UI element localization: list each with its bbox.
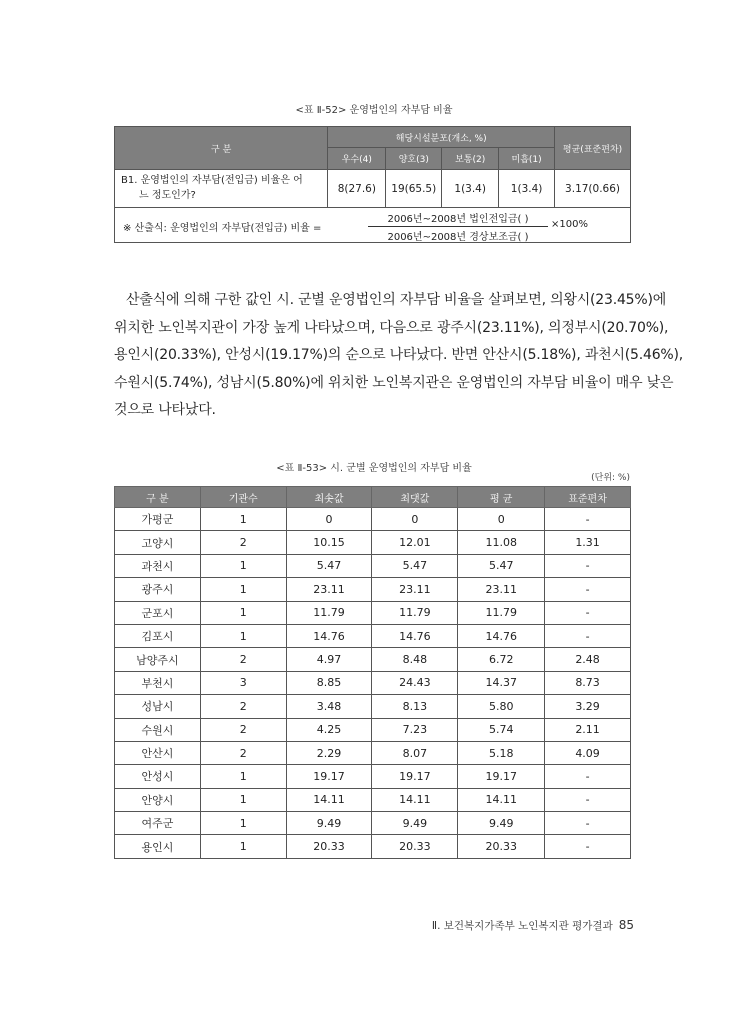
table2-cell-mean: 11.08 xyxy=(458,531,545,554)
table2-cell-mean: 5.47 xyxy=(458,554,545,577)
table2-cell-mean: 19.17 xyxy=(458,765,545,788)
table2-cell-max: 24.43 xyxy=(372,671,458,694)
table2-cell-region: 부천시 xyxy=(115,671,201,694)
table2-cell-min: 4.25 xyxy=(286,718,372,741)
table2-cell-mean: 11.79 xyxy=(458,601,545,624)
table1-header-mean: 평균(표준편차) xyxy=(555,127,631,170)
table2-cell-count: 1 xyxy=(200,601,286,624)
table-row xyxy=(115,601,631,624)
paragraph-line: 것으로 나타났다. xyxy=(114,402,216,418)
table2-header-sd: 표준편차 xyxy=(545,487,631,508)
table1-header-dist: 해당시설분포(개소, %) xyxy=(328,127,555,148)
table-row xyxy=(115,788,631,811)
table1-header-group: 구 분 xyxy=(115,127,328,170)
table2-cell-min: 8.85 xyxy=(286,671,372,694)
table2-cell-region: 수원시 xyxy=(115,718,201,741)
fraction-line xyxy=(368,226,548,227)
table2-cell-min: 20.33 xyxy=(286,835,372,858)
table2-cell-region: 용인시 xyxy=(115,835,201,858)
table2-cell-sd: 1.31 xyxy=(545,531,631,554)
table2-cell-count: 2 xyxy=(200,695,286,718)
table2-cell-min: 4.97 xyxy=(286,648,372,671)
table1-value-good: 19(65.5) xyxy=(386,170,442,208)
table2-cell-max: 8.48 xyxy=(372,648,458,671)
table2-cell-mean: 14.37 xyxy=(458,671,545,694)
table2-cell-max: 12.01 xyxy=(372,531,458,554)
table1-col-good: 양호(3) xyxy=(386,148,442,170)
table-row xyxy=(115,718,631,741)
table2-cell-count: 1 xyxy=(200,578,286,601)
table2-cell-sd: 8.73 xyxy=(545,671,631,694)
table2-cell-count: 1 xyxy=(200,835,286,858)
table2-cell-region: 과천시 xyxy=(115,554,201,577)
table2-cell-region: 여주군 xyxy=(115,812,201,835)
table2-cell-max: 23.11 xyxy=(372,578,458,601)
table2-cell-max: 8.13 xyxy=(372,695,458,718)
table2-cell-count: 1 xyxy=(200,765,286,788)
table2-cell-region: 김포시 xyxy=(115,624,201,647)
formula-label: ※ 산출식: 운영법인의 자부담(전입금) 비율 = xyxy=(123,223,322,234)
table2-cell-sd: - xyxy=(545,601,631,624)
table2-cell-count: 2 xyxy=(200,741,286,764)
table1-col-poor: 미흡(1) xyxy=(499,148,555,170)
table-row xyxy=(115,741,631,764)
table1-value-excellent: 8(27.6) xyxy=(328,170,386,208)
page-number: 85 xyxy=(618,918,634,932)
footer-text: Ⅱ. 보건복지가족부 노인복지관 평가결과 xyxy=(431,920,613,932)
table2-cell-max: 19.17 xyxy=(372,765,458,788)
table2-cell-sd: 4.09 xyxy=(545,741,631,764)
table2-cell-mean: 14.76 xyxy=(458,624,545,647)
table2-cell-max: 14.76 xyxy=(372,624,458,647)
table2-cell-min: 3.48 xyxy=(286,695,372,718)
table2-cell-mean: 5.74 xyxy=(458,718,545,741)
table-row xyxy=(115,765,631,788)
table2-cell-max: 8.07 xyxy=(372,741,458,764)
table2-cell-count: 2 xyxy=(200,718,286,741)
table2-cell-min: 2.29 xyxy=(286,741,372,764)
table2-unit: (단위: %) xyxy=(591,473,630,483)
formula-denominator: 2006년~2008년 경상보조금( ) xyxy=(387,232,529,243)
table1-value-fair: 1(3.4) xyxy=(442,170,499,208)
table2-cell-mean: 6.72 xyxy=(458,648,545,671)
table2-cell-max: 5.47 xyxy=(372,554,458,577)
table1-value-mean: 3.17(0.66) xyxy=(555,170,631,208)
table2-cell-min: 14.76 xyxy=(286,624,372,647)
table-row xyxy=(115,695,631,718)
page-footer xyxy=(432,918,634,933)
table2-cell-count: 1 xyxy=(200,788,286,811)
body-paragraph xyxy=(114,287,684,425)
table2-cell-min: 5.47 xyxy=(286,554,372,577)
table2-caption: <표 Ⅱ-53> 시. 군별 운영법인의 자부담 비율 xyxy=(276,463,472,474)
formula-numerator: 2006년~2008년 법인전입금( ) xyxy=(387,214,529,225)
table2-cell-min: 0 xyxy=(286,508,372,531)
table2-cell-sd: - xyxy=(545,812,631,835)
table2-cell-region: 안성시 xyxy=(115,765,201,788)
table-row xyxy=(115,531,631,554)
table2-cell-sd: 2.11 xyxy=(545,718,631,741)
table2-cell-sd: - xyxy=(545,508,631,531)
table2-cell-max: 0 xyxy=(372,508,458,531)
paragraph-line: 수원시(5.74%), 성남시(5.80%)에 위치한 노인복지관은 운영법인의 자부담 비율이 매우 낮은 xyxy=(114,374,674,391)
table2-cell-region: 안산시 xyxy=(115,741,201,764)
table2-cell-min: 11.79 xyxy=(286,601,372,624)
table1-question xyxy=(115,170,328,208)
table-row xyxy=(115,835,631,858)
table2-cell-count: 1 xyxy=(200,554,286,577)
table1-col-excellent: 우수(4) xyxy=(328,148,386,170)
table2-cell-mean: 20.33 xyxy=(458,835,545,858)
table1-question-line1: B1. 운영법인의 자부담(전입금) 비율은 어 xyxy=(121,175,303,186)
table2-cell-min: 9.49 xyxy=(286,812,372,835)
paragraph-line: 위치한 노인복지관이 가장 높게 나타났으며, 다음으로 광주시(23.11%), 의정부시(20.70%), xyxy=(114,319,669,336)
table2-cell-count: 1 xyxy=(200,624,286,647)
table2-cell-max: 20.33 xyxy=(372,835,458,858)
table2-header-region: 구 분 xyxy=(115,487,201,508)
table2-cell-count: 2 xyxy=(200,531,286,554)
table1-col-fair: 보통(2) xyxy=(442,148,499,170)
table2-cell-mean: 0 xyxy=(458,508,545,531)
table2-cell-mean: 5.80 xyxy=(458,695,545,718)
table2-cell-sd: - xyxy=(545,835,631,858)
table2-header-count: 기관수 xyxy=(200,487,286,508)
table2-cell-count: 3 xyxy=(200,671,286,694)
table-row xyxy=(115,812,631,835)
table2-cell-region: 안양시 xyxy=(115,788,201,811)
table-row xyxy=(115,578,631,601)
formula-tail: ×100% xyxy=(551,219,588,230)
table2-cell-count: 1 xyxy=(200,812,286,835)
table2-cell-min: 10.15 xyxy=(286,531,372,554)
formula-fraction xyxy=(368,210,548,243)
table2-cell-region: 성남시 xyxy=(115,695,201,718)
table2-cell-sd: - xyxy=(545,554,631,577)
table2-cell-mean: 5.18 xyxy=(458,741,545,764)
table2-cell-count: 2 xyxy=(200,648,286,671)
table-row xyxy=(115,554,631,577)
table1-formula-row xyxy=(115,208,631,243)
table2-header-mean: 평 균 xyxy=(458,487,545,508)
table2-cell-sd: 2.48 xyxy=(545,648,631,671)
table2-cell-region: 가평군 xyxy=(115,508,201,531)
table-row xyxy=(115,624,631,647)
table-row xyxy=(115,648,631,671)
table2-cell-max: 9.49 xyxy=(372,812,458,835)
table2-header-max: 최댓값 xyxy=(372,487,458,508)
table2-cell-count: 1 xyxy=(200,508,286,531)
table2 xyxy=(114,486,631,859)
table2-cell-region: 남양주시 xyxy=(115,648,201,671)
table2-cell-sd: - xyxy=(545,578,631,601)
table2-cell-mean: 23.11 xyxy=(458,578,545,601)
table2-cell-mean: 9.49 xyxy=(458,812,545,835)
table2-cell-region: 고양시 xyxy=(115,531,201,554)
table2-cell-min: 14.11 xyxy=(286,788,372,811)
table2-cell-mean: 14.11 xyxy=(458,788,545,811)
paragraph-line: 용인시(20.33%), 안성시(19.17%)의 순으로 나타났다. 반면 안산시(5.18%), 과천시(5.46%), xyxy=(114,347,684,363)
table2-cell-sd: - xyxy=(545,624,631,647)
paragraph-line: 산출식에 의해 구한 값인 시. 군별 운영법인의 자부담 비율을 살펴보면, 의왕시(23.45%)에 xyxy=(126,292,667,308)
table2-cell-max: 11.79 xyxy=(372,601,458,624)
table2-cell-min: 23.11 xyxy=(286,578,372,601)
table1-value-poor: 1(3.4) xyxy=(499,170,555,208)
table1-question-line2: 느 정도인가? xyxy=(139,190,196,201)
table2-cell-max: 14.11 xyxy=(372,788,458,811)
table2-cell-region: 군포시 xyxy=(115,601,201,624)
table-row xyxy=(115,508,631,531)
table2-header-min: 최솟값 xyxy=(286,487,372,508)
table2-cell-sd: - xyxy=(545,788,631,811)
table2-cell-sd: - xyxy=(545,765,631,788)
table2-cell-max: 7.23 xyxy=(372,718,458,741)
table2-cell-min: 19.17 xyxy=(286,765,372,788)
table2-body xyxy=(115,508,631,859)
table2-cell-sd: 3.29 xyxy=(545,695,631,718)
table-row xyxy=(115,671,631,694)
table2-cell-region: 광주시 xyxy=(115,578,201,601)
table1-caption: <표 Ⅱ-52> 운영법인의 자부담 비율 xyxy=(295,105,453,116)
table1 xyxy=(114,126,631,243)
